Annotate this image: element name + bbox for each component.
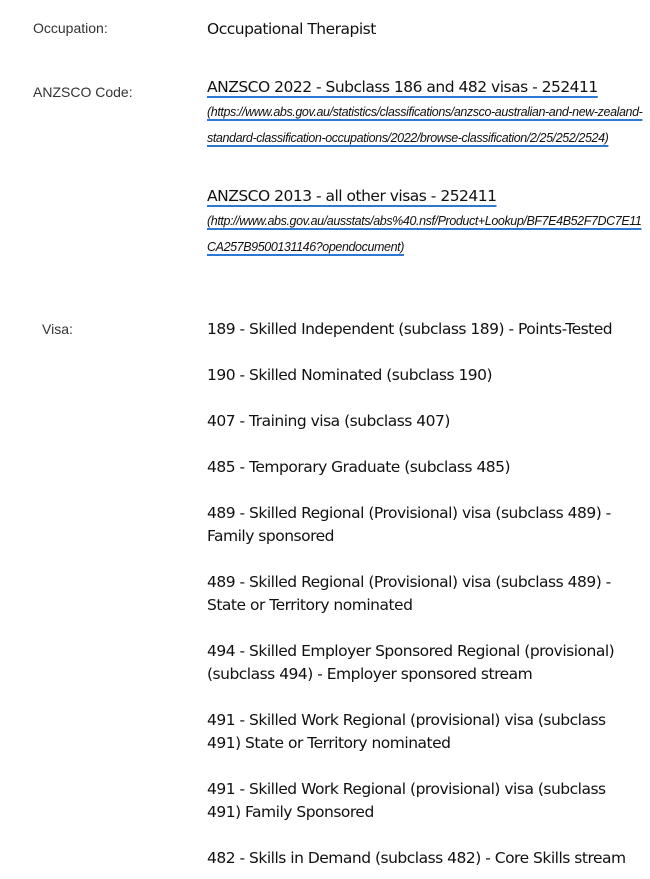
visa-item: 491 - Skilled Work Regional (provisional) visa (subclass 491) State or Territory nominated [207, 711, 606, 752]
visa-item: 189 - Skilled Independent (subclass 189) - Points-Tested [207, 320, 613, 338]
anzsco-2013-url[interactable]: (http://www.abs.gov.au/ausstats/abs%40.nsf/Product+Lookup/BF7E4B52F7DC7E11CA257B9500131146?opendocument) [207, 214, 642, 254]
occupation-label: Occupation: [33, 20, 108, 36]
anzsco-2022-block [207, 78, 643, 151]
visa-item: 482 - Skills in Demand (subclass 482) - Core Skills stream [207, 849, 626, 867]
visa-item: 489 - Skilled Regional (Provisional) visa (subclass 489) - State or Territory nominated [207, 573, 611, 614]
anzsco-2013-link[interactable]: ANZSCO 2013 - all other visas - 252411 [207, 187, 497, 205]
anzsco-label: ANZSCO Code: [33, 84, 133, 100]
visa-item: 485 - Temporary Graduate (subclass 485) [207, 458, 511, 476]
visa-item: 489 - Skilled Regional (Provisional) visa (subclass 489) - Family sponsored [207, 504, 611, 545]
visa-item: 491 - Skilled Work Regional (provisional) visa (subclass 491) Family Sponsored [207, 780, 606, 821]
occupation-value: Occupational Therapist [207, 20, 376, 38]
visa-item: 407 - Training visa (subclass 407) [207, 412, 450, 430]
visa-item: 190 - Skilled Nominated (subclass 190) [207, 366, 493, 384]
anzsco-2022-link[interactable]: ANZSCO 2022 - Subclass 186 and 482 visas - 252411 [207, 78, 598, 96]
visa-label: Visa: [42, 321, 73, 337]
visa-list [207, 318, 643, 870]
anzsco-2013-block [207, 187, 643, 260]
visa-item: 494 - Skilled Employer Sponsored Regional (provisional) (subclass 494) - Employer sponsored stream [207, 642, 615, 683]
anzsco-2022-url[interactable]: (https://www.abs.gov.au/statistics/classifications/anzsco-australian-and-new-zealand-standard-classification-occupations/2022/browse-classification/2/25/252/2524) [207, 105, 643, 145]
